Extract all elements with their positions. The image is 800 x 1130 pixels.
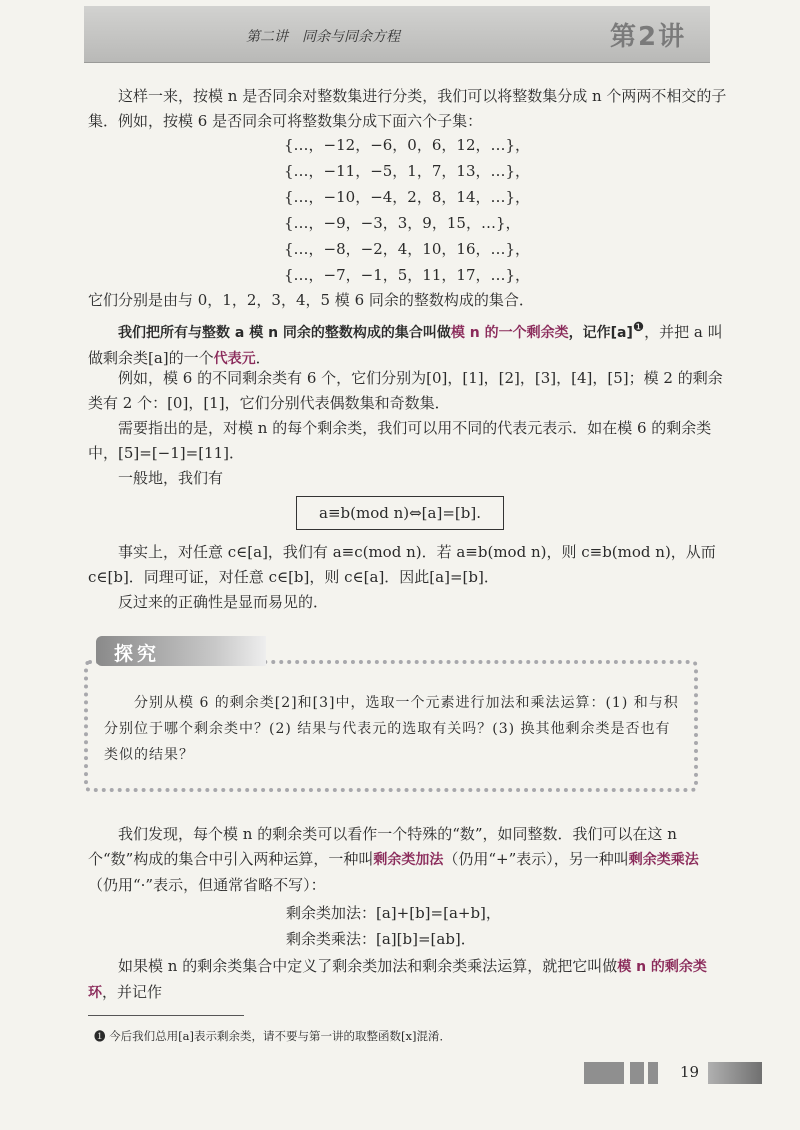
definition-bold: 我们把所有与整数 a 模 n 同余的整数构成的集合叫做	[118, 325, 451, 341]
set-line: {…，−11，−5，1，7，13，…}，	[284, 162, 531, 180]
term-residue-multiplication: 剩余类乘法	[628, 852, 699, 868]
explore-label: 探究	[114, 643, 161, 665]
paragraph-5: 需要指出的是，对模 n 的每个剩余类，我们可以用不同的代表元表示．如在模 6 的剩余类中，[5]=[−1]=[11]．	[88, 419, 712, 462]
definition-rest: ，并把 a 叫做剩余类[a]的一个	[88, 323, 723, 367]
footer-bar-block	[708, 1062, 762, 1084]
operation-addition: 剩余类加法：[a]+[b]=[a+b]，	[286, 904, 501, 922]
set-line: {…，−8，−2，4，10，16，…}，	[284, 240, 531, 258]
set-line: {…，−9，−3，3，9，15，…}，	[284, 214, 521, 232]
footer-bar-block	[648, 1062, 658, 1084]
p10-b: ，并记作	[102, 983, 163, 1001]
footnote	[94, 1028, 451, 1044]
definition-bold-2: ，记作[a]	[568, 325, 633, 341]
term-representative: 代表元	[213, 351, 256, 367]
definition-end: ．	[255, 349, 271, 367]
definition-paragraph	[88, 314, 728, 372]
paragraph-4: 例如，模 6 的不同剩余类有 6 个，它们分别为[0]，[1]，[2]，[3]，[4]，[5]；模 2 的剩余类有 2 个：[0]，[1]，它们分别代表偶数集和奇数集．	[88, 369, 723, 412]
paragraph-8: 反过来的正确性是显而易见的．	[118, 593, 329, 611]
footnote-text: 今后我们总用[a]表示剩余类，请不要与第一讲的取整函数[x]混淆．	[109, 1029, 451, 1043]
p9-b: （仍用“+”表示），另一种叫	[443, 850, 629, 868]
set-line: {…，−10，−4，2，8，14，…}，	[284, 188, 531, 206]
footnote-marker: ❶	[632, 319, 645, 334]
paragraph-2: 它们分别是由与 0，1，2，3，4，5 模 6 同余的整数构成的集合．	[88, 291, 534, 309]
paragraph-9	[88, 822, 728, 898]
page-number: 19	[680, 1063, 700, 1081]
boxed-formula: a≡b(mod n)⇔[a]=[b].	[296, 496, 504, 530]
term-residue-class: 模 n 的一个剩余类	[450, 325, 569, 341]
footer-bar-block	[630, 1062, 644, 1084]
set-line: {…，−12，−6，0，6，12，…}，	[284, 136, 531, 154]
explore-text: 分别从模 6 的剩余类[2]和[3]中，选取一个元素进行加法和乘法运算：(1) 和与积分别位于哪个剩余类中？(2) 结果与代表元的选取有关吗？(3) 换其他剩余类是否也有类似的结果？	[104, 695, 679, 763]
footnote-mark: ❶	[94, 1029, 106, 1043]
paragraph-7: 事实上，对任意 c∈[a]，我们有 a≡c(mod n)．若 a≡b(mod n)，则 c≡b(mod n)，从而 c∈[b]．同理可证，对任意 c∈[b]，则 c∈[a]．因此[a]=[b]．	[88, 543, 716, 586]
term-residue-addition: 剩余类加法	[373, 852, 444, 868]
paragraph-1: 这样一来，按模 n 是否同余对整数集进行分类，我们可以将整数集分成 n 个两两不相交的子集．例如，按模 6 是否同余可将整数集分成下面六个子集：	[88, 87, 727, 130]
footer-bar-block	[584, 1062, 624, 1084]
p10-a: 如果模 n 的剩余类集合中定义了剩余类加法和剩余类乘法运算，就把它叫做	[118, 957, 618, 975]
chapter-title: 第二讲 同余与同余方程	[246, 29, 400, 45]
footnote-rule	[88, 1015, 244, 1016]
chapter-tag: 第2讲	[610, 22, 687, 52]
term-residue-ring: 模 n 的剩余类环	[88, 959, 707, 1001]
p9-a: 我们发现，每个模 n 的剩余类可以看作一个特殊的“数”，如同整数．我们可以在这 n 个“数”构成的集合中引入两种运算，一种叫	[88, 825, 677, 868]
paragraph-6: 一般地，我们有	[118, 469, 224, 487]
paragraph-10	[88, 954, 728, 1006]
p9-c: （仍用“·”表示，但通常省略不写）：	[88, 876, 326, 894]
operation-multiplication: 剩余类乘法：[a][b]=[ab]．	[286, 930, 476, 948]
set-line: {…，−7，−1，5，11，17，…}，	[284, 266, 531, 284]
